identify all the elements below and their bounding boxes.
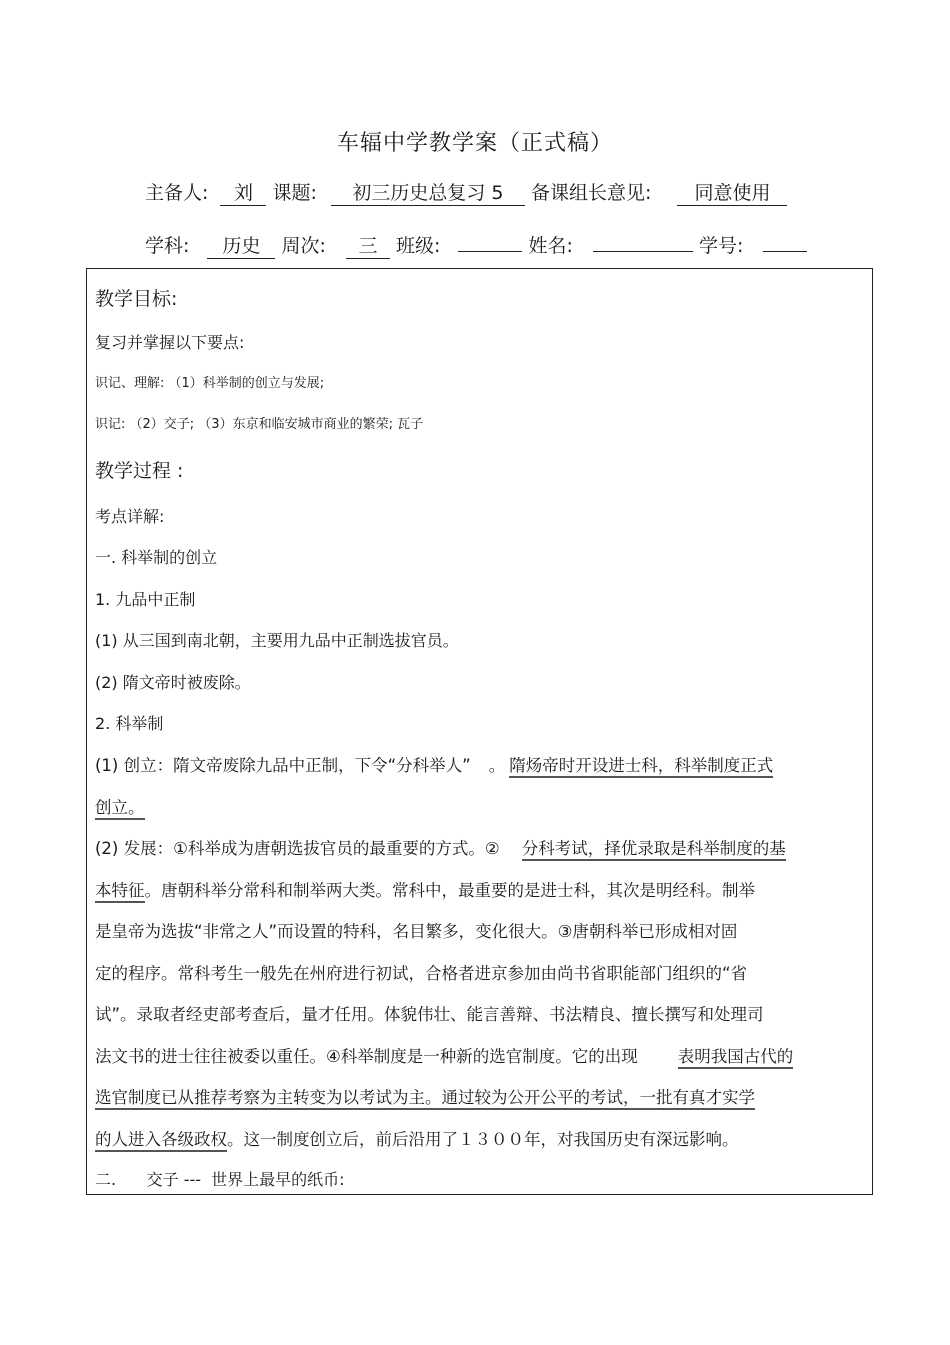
paragraph-2-underlined-6: 表明我国古代的 [678, 1047, 794, 1069]
name-label: 姓名: [528, 235, 573, 257]
paragraph-2-underlined: 分科考试，择优录取是科举制度的基 [522, 839, 786, 861]
paragraph-2-line-6 [95, 1043, 793, 1067]
paragraph-1-punct: 。 [488, 756, 506, 775]
week-value: 三 [346, 235, 390, 259]
paragraph-2-line-5: 试”。录取者经吏部考查后，量才任用。体貌伟壮、能言善辩、书法精良、擅长撰写和处理司 [95, 1005, 764, 1024]
paragraph-2-text-6: 法文书的进士往往被委以重任。④科举制度是一种新的选官制度。它的出现 [95, 1047, 638, 1066]
paragraph-1-underlined-end: 创立。 [95, 798, 145, 820]
section-1-title: 一. 科举制的创立 [95, 548, 218, 567]
header-row-1 [145, 178, 787, 206]
topic-value: 初三历史总复习 5 [331, 182, 525, 206]
paragraph-2-underlined-8: 的人进入各级政权 [95, 1130, 227, 1152]
paragraph-1-text: (1) 创立：隋文帝废除九品中正制，下令“分科举人” [95, 756, 471, 775]
paragraph-2-text-cont: 。唐朝科举分常科和制举两大类。常科中，最重要的是进士科，其次是明经科。制举 [144, 881, 755, 900]
paragraph-2-line-8 [95, 1126, 739, 1150]
topic-label: 课题: [272, 182, 317, 204]
goals-intro: 复习并掌握以下要点: [95, 333, 245, 352]
subject-value: 历史 [207, 235, 275, 259]
subsection-1-point-1: (1) 从三国到南北朝，主要用九品中正制选拔官员。 [95, 631, 459, 650]
paragraph-2-text-8: 。这一制度创立后，前后沿用了１３００年，对我国历史有深远影响。 [227, 1130, 739, 1149]
points-label: 考点详解: [95, 507, 165, 526]
class-blank[interactable] [458, 228, 522, 252]
paragraph-1-line-1 [95, 752, 773, 776]
name-blank[interactable] [593, 228, 693, 252]
paragraph-2-line-2 [95, 877, 755, 901]
paragraph-2-underlined-7: 选官制度已从推荐考察为主转变为以考试为主。通过较为公开公平的考试，一批有真才实学 [95, 1088, 755, 1110]
goal-item-1: 识记、理解: （1）科举制的创立与发展; [95, 376, 325, 391]
paragraph-1-line-2 [95, 794, 145, 818]
week-label: 周次: [281, 235, 326, 257]
opinion-label: 备课组长意见: [531, 182, 652, 204]
paragraph-2-line-7 [95, 1084, 755, 1108]
page-title: 车辐中学教学案（正式稿） [336, 131, 613, 156]
subject-label: 学科: [145, 235, 190, 257]
paragraph-2-line-3: 是皇帝为选拔“非常之人”而设置的特科，名目繁多，变化很大。③唐朝科举已形成相对固 [95, 922, 738, 941]
section-2-title: 二. 交子 --- 世界上最早的纸币: [95, 1170, 345, 1189]
process-heading: 教学过程 : [95, 460, 184, 482]
paragraph-2-line-1 [95, 835, 786, 859]
paragraph-2-underlined-end: 本特征 [95, 881, 145, 903]
number-label: 学号: [699, 235, 744, 257]
header-row-2 [145, 228, 807, 259]
opinion-value: 同意使用 [677, 182, 787, 206]
paragraph-2-line-4: 定的程序。常科考生一般先在州府进行初试，合格者进京参加由尚书省职能部门组织的“省 [95, 964, 748, 983]
paragraph-1-underlined: 隋炀帝时开设进士科，科举制度正式 [509, 756, 773, 778]
preparer-value: 刘 [220, 182, 266, 206]
preparer-label: 主备人: [145, 182, 209, 204]
subsection-1-point-2: (2) 隋文帝时被废除。 [95, 673, 251, 692]
number-blank[interactable] [763, 228, 807, 252]
subsection-1-title: 1. 九品中正制 [95, 590, 196, 609]
class-label: 班级: [396, 235, 441, 257]
subsection-2-title: 2. 科举制 [95, 714, 164, 733]
goal-item-2: 识记: （2）交子; （3）东京和临安城市商业的繁荣; 瓦子 [95, 417, 424, 432]
goals-heading: 教学目标: [95, 288, 178, 310]
paragraph-2-text: (2) 发展：①科举成为唐朝选拔官员的最重要的方式。② [95, 839, 500, 858]
